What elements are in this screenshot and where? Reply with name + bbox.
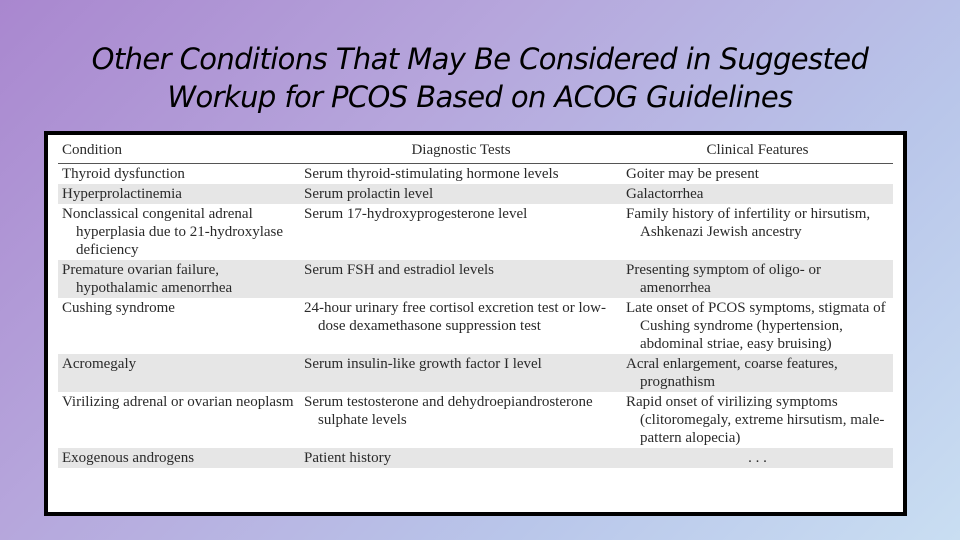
tests-cell: Serum thyroid-stimulating hormone levels (304, 166, 559, 182)
features-cell: Presenting symptom of oligo- or amenorrhea (622, 260, 893, 298)
header-diagnostic-tests: Diagnostic Tests (300, 141, 622, 164)
features-cell: Family history of infertility or hirsutism, Ashkenazi Jewish ancestry (626, 206, 871, 240)
header-clinical-features: Clinical Features (622, 141, 893, 164)
tests-cell: Serum prolactin level (300, 184, 622, 204)
tests-cell: Serum testosterone and dehydroepiandrosterone sulphate levels (304, 394, 593, 428)
slide-title (0, 40, 960, 116)
slide-title-line-1: Other Conditions That May Be Considered in Suggested (91, 42, 869, 76)
conditions-table (58, 141, 893, 468)
features-cell: . . . (622, 448, 893, 468)
features-cell: Goiter may be present (626, 166, 759, 182)
table-row (58, 448, 893, 468)
condition-cell: Nonclassical congenital adrenal hyperplasia due to 21-hydroxylase deficiency (62, 206, 284, 258)
condition-cell: Thyroid dysfunction (62, 166, 185, 182)
condition-cell: Exogenous androgens (58, 448, 300, 468)
table-row (58, 354, 893, 392)
table-row (58, 184, 893, 204)
tests-cell: 24-hour urinary free cortisol excretion test or low-dose dexamethasone suppression test (304, 300, 606, 334)
table-row (58, 298, 893, 354)
condition-cell: Hyperprolactinemia (58, 184, 300, 204)
table-row (58, 260, 893, 298)
features-cell: Galactorrhea (622, 184, 893, 204)
header-condition: Condition (58, 141, 300, 164)
features-cell: Acral enlargement, coarse features, prognathism (622, 354, 893, 392)
table-row (58, 164, 893, 185)
table-row (58, 204, 893, 260)
tests-cell: Patient history (300, 448, 622, 468)
condition-cell: Virilizing adrenal or ovarian neoplasm (62, 394, 294, 410)
condition-cell: Premature ovarian failure, hypothalamic amenorrhea (58, 260, 300, 298)
tests-cell: Serum FSH and estradiol levels (300, 260, 622, 298)
table-row (58, 392, 893, 448)
condition-cell: Cushing syndrome (62, 300, 175, 316)
features-cell: Rapid onset of virilizing symptoms (clitoromegaly, extreme hirsutism, male-pattern alopecia) (626, 394, 885, 446)
table-container (48, 135, 903, 512)
slide-title-line-2: Workup for PCOS Based on ACOG Guidelines (167, 80, 793, 114)
condition-cell: Acromegaly (58, 354, 300, 392)
table-frame (44, 131, 907, 516)
features-cell: Late onset of PCOS symptoms, stigmata of Cushing syndrome (hypertension, abdominal striae, easy bruising) (626, 300, 886, 352)
tests-cell: Serum 17-hydroxyprogesterone level (304, 206, 528, 222)
table-header-row (58, 141, 893, 164)
tests-cell: Serum insulin-like growth factor I level (300, 354, 622, 392)
